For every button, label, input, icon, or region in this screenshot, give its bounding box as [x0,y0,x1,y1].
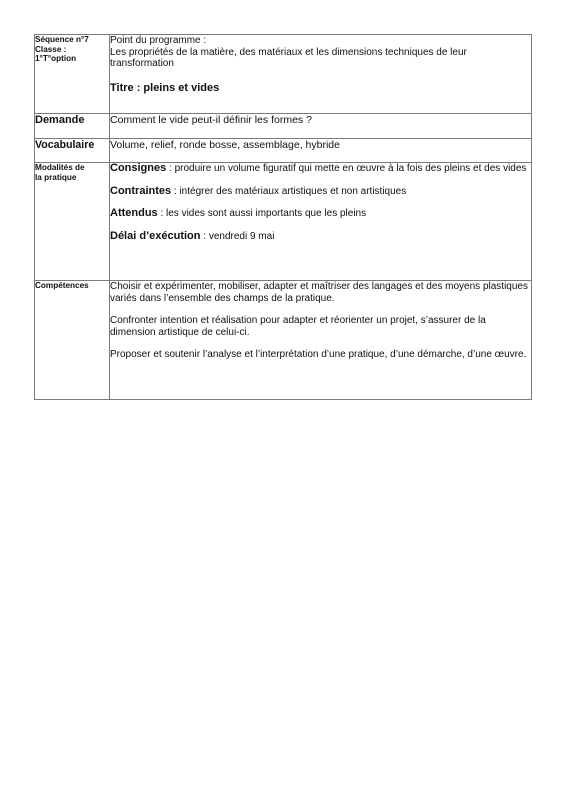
program-text: Les propriétés de la matière, des matériaux et les dimensions techniques de leur transformation [110,46,467,70]
attendus-paragraph [110,208,531,220]
consignes-heading: Consignes [110,162,167,174]
competence-item-2: Confronter intention et réalisation pour adapter et réorienter un projet, s’assurer de la dimension artistique de celui-ci. [110,315,486,338]
modalites-label-cell [35,163,110,281]
delai-text: : vendredi 9 mai [200,230,275,242]
competence-item-3: Proposer et soutenir l’analyse et l’interprétation d’une pratique, d’une démarche, d’une œuvre. [110,349,527,361]
sequence-number: Séquence n°7 [35,35,89,44]
vocabulaire-content-cell [110,139,532,163]
row-demande [35,114,532,139]
class-label: Classe : [35,44,67,54]
demande-label-cell [35,114,110,139]
sequence-title: Titre : pleins et vides [110,81,220,94]
contraintes-heading: Contraintes [110,184,172,197]
competences-content-cell [110,281,532,400]
delai-heading: Délai d’exécution [110,229,201,242]
contraintes-paragraph [110,186,531,198]
consignes-paragraph [110,163,531,175]
modalites-content-cell [110,163,532,281]
program-content-cell [110,35,532,114]
vocabulaire-label: Vocabulaire [35,139,95,151]
class-value: 1°T°option [35,54,77,63]
program-label-cell [35,35,110,114]
delai-paragraph [110,231,531,243]
program-intro: Point du programme : [110,35,207,46]
sequence-table [34,34,532,400]
row-program [35,35,532,114]
attendus-heading: Attendus [110,207,158,220]
competence-item-1: Choisir et expérimenter, mobiliser, adapter et maîtriser des langages et des moyens plastiques variés dans l’ensemble des champs de la pratique. [110,281,528,304]
vocabulaire-label-cell [35,139,110,163]
row-modalites [35,163,532,281]
competences-label-cell [35,281,110,400]
competences-label: Compétences [35,281,89,290]
row-vocabulaire [35,139,532,163]
demande-content-cell [110,114,532,139]
attendus-text: : les vides sont aussi importants que les pleins [157,208,367,220]
consignes-text: : produire un volume figuratif qui mette en œuvre à la fois des pleins et des vides [166,163,527,174]
row-competences [35,281,532,400]
vocabulaire-text: Volume, relief, ronde bosse, assemblage, hybride [110,139,340,151]
modalites-label-line1: Modalités de [35,163,85,172]
modalites-label-line2: la pratique [35,172,77,182]
contraintes-text: : intégrer des matériaux artistiques et non artistiques [171,185,407,197]
demande-label: Demande [35,114,85,126]
demande-text: Comment le vide peut-il définir les formes ? [110,114,312,126]
